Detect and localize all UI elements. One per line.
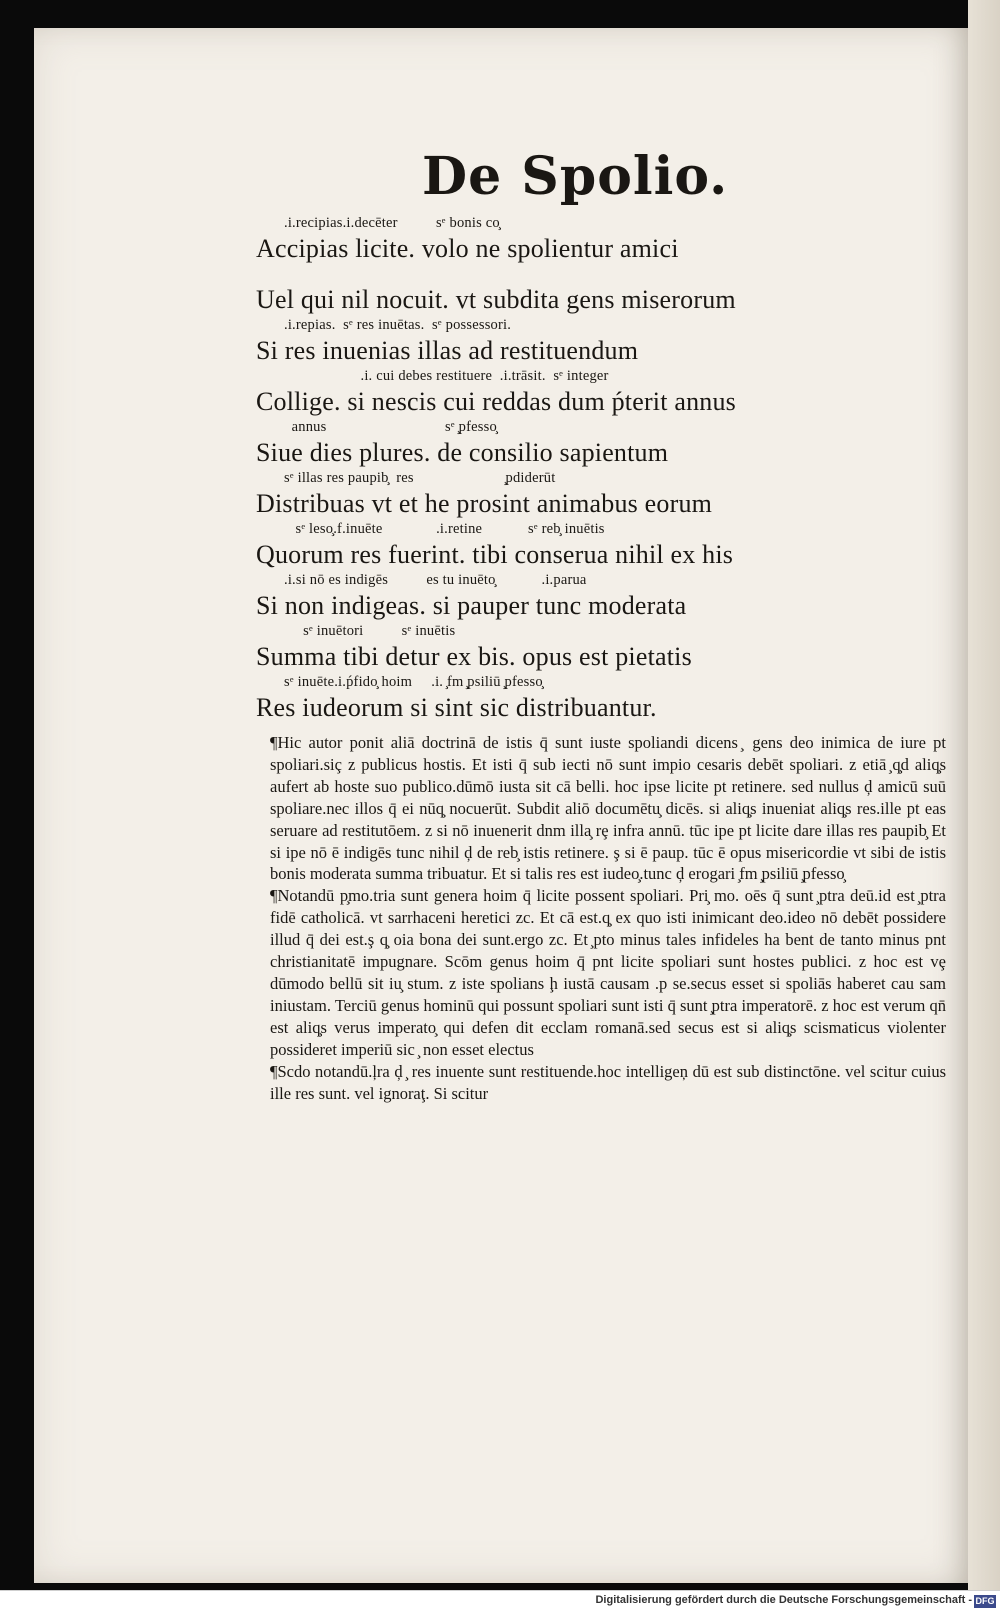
verse-gloss: sᵉ leso̧.f.inuēte .i.retine sᵉ reb̧ inuētis bbox=[284, 521, 605, 537]
commentary-paragraph: ¶Notandū p̧mo.tria sunt genera hoim q̄ licite possent spoliari. Pri̧ mo. oēs q̄ sunt ̧ptra deū.id est ̧ptra fidē catholicā. vt sarrhaceni heretici zc. Et cā est.q̧ ex quo isti inimicant deo.ideo nō debēt possidere illud q̄ dei est.ş q̧ oia bona dei sunt.ergo zc. Et ̧pto minus tales infideles ha bent de tanto minus pnt christianitatē impugnare. Scōm genus hoim q̄ pnt licite spoliari sunt hostes publici. z hoc est vȩ dūmodo bellū sit iu̧ stum. z iste spolians ḩ iustā causam .p se.secus esset si spoliās haberet cau sam iniustam. Terciū genus hominū qui possunt spoliari sunt isti q̄ sunt ̧ptra imperatorē. z hoc est verum qn̄ est aliq̧s verus imperato̧ qui defen dit ecclam romanā.sed secus est si aliq̧s scismaticus violenter possideret imperiū sic ̧ non esset electus bbox=[270, 886, 946, 1059]
verse-line: Accipias licite. volo ne spolientur amici bbox=[256, 234, 679, 263]
verse-gloss: .i.si nō es indigēs es tu inuēto̧ .i.parua bbox=[284, 572, 587, 588]
verse-block bbox=[256, 214, 876, 724]
verse-line: Collige. si nescis cui reddas dum ṕterit annus bbox=[256, 387, 737, 416]
verse-gloss: .i. cui debes restituere .i.trāsit. sᵉ integer bbox=[284, 368, 609, 384]
book-page bbox=[34, 28, 968, 1583]
verse-gloss: annus sᵉ ̧pfesso̧ bbox=[284, 419, 497, 435]
verse-line: Si res inuenias illas ad restituendum bbox=[256, 336, 639, 365]
verse-line: Uel qui nil nocuit. vt subdita gens miserorum bbox=[256, 285, 736, 314]
commentary-block bbox=[270, 732, 946, 1104]
digitization-footer bbox=[0, 1590, 1000, 1613]
verse-line: Quorum res fuerint. tibi conserua nihil ex his bbox=[256, 540, 734, 569]
verse-line: Res iudeorum si sint sic distribuantur. bbox=[256, 693, 657, 722]
commentary-paragraph: ¶Scdo notandū.ļra ḑ ̧ res inuente sunt restituende.hoc intelligeņ dū est sub distinctōne. vel scitur cuius ille res sunt. vel ignoraţ. Si scitur bbox=[270, 1061, 946, 1103]
commentary-paragraph: ¶Hic autor ponit aliā doctrinā de istis q̄ sunt iuste spoliandi dicens ̧ gens deo inimica de iure pt spoliari.siç z publicus hostis. Et isti q̄ sub iecti nō sunt impio cesaris debēt spoliari. z etiā ̧q̧d aliq̧s aufert ab hoste suo publico.dūmō iusta sit cā belli. hoc ipse licite pt retinere. sed nullus ḑ amicū suū spoliare.nec illos q̄ ei nūq̧ nocuerūt. Subdit aliō documētu̧ dicēs. si aliq̧s inueniat aliq̧s res.ille pt eas seruare ad restitutōem. z si nō inuenerit dnm illa̧ rȩ infra annū. tūc ipe pt licite dare illas res paupib̧ Et si ipe nō ē indigēs tunc nihil ḑ de reb̧ istis retinere. ş si ē paup. tūc ē opus misericordie vt sibi de istis bonis moderata summa tribuatur. Et si talis res est iudeo̧.tunc ḑ erogari ̧fm ̧psiliū ̧pfesso̧ bbox=[270, 733, 946, 884]
page-title: De Spolio. bbox=[422, 146, 729, 207]
verse-gloss: .i.recipias.i.decēter sᵉ bonis co̧ bbox=[284, 215, 500, 231]
verse-line: Summa tibi detur ex bis. opus est pietatis bbox=[256, 642, 692, 671]
verse-gloss: .i.repias. sᵉ res inuētas. sᵉ possessori. bbox=[284, 317, 512, 333]
verse-line: Siue dies plures. de consilio sapientum bbox=[256, 438, 669, 467]
funding-credit: Digitalisierung gefördert durch die Deutsche Forschungsgemeinschaft - bbox=[595, 1594, 972, 1606]
verse-gloss bbox=[256, 265, 876, 284]
verse-gloss: sᵉ inuēte.i.ṕfido̧ hoim .i. ̧fm ̧̧psiliū ̧pfesso̧ bbox=[284, 674, 543, 690]
facing-page-edge bbox=[968, 0, 1000, 1590]
verse-line: Distribuas vt et he prosint animabus eorum bbox=[256, 489, 713, 518]
verse-line: Si non indigeas. si pauper tunc moderata bbox=[256, 591, 687, 620]
verse-gloss: sᵉ illas res paupib̧ res ̧pdiderūt bbox=[284, 470, 556, 486]
dfg-logo: DFG bbox=[975, 1596, 995, 1606]
verse-gloss: sᵉ inuētori sᵉ inuētis bbox=[284, 623, 456, 639]
